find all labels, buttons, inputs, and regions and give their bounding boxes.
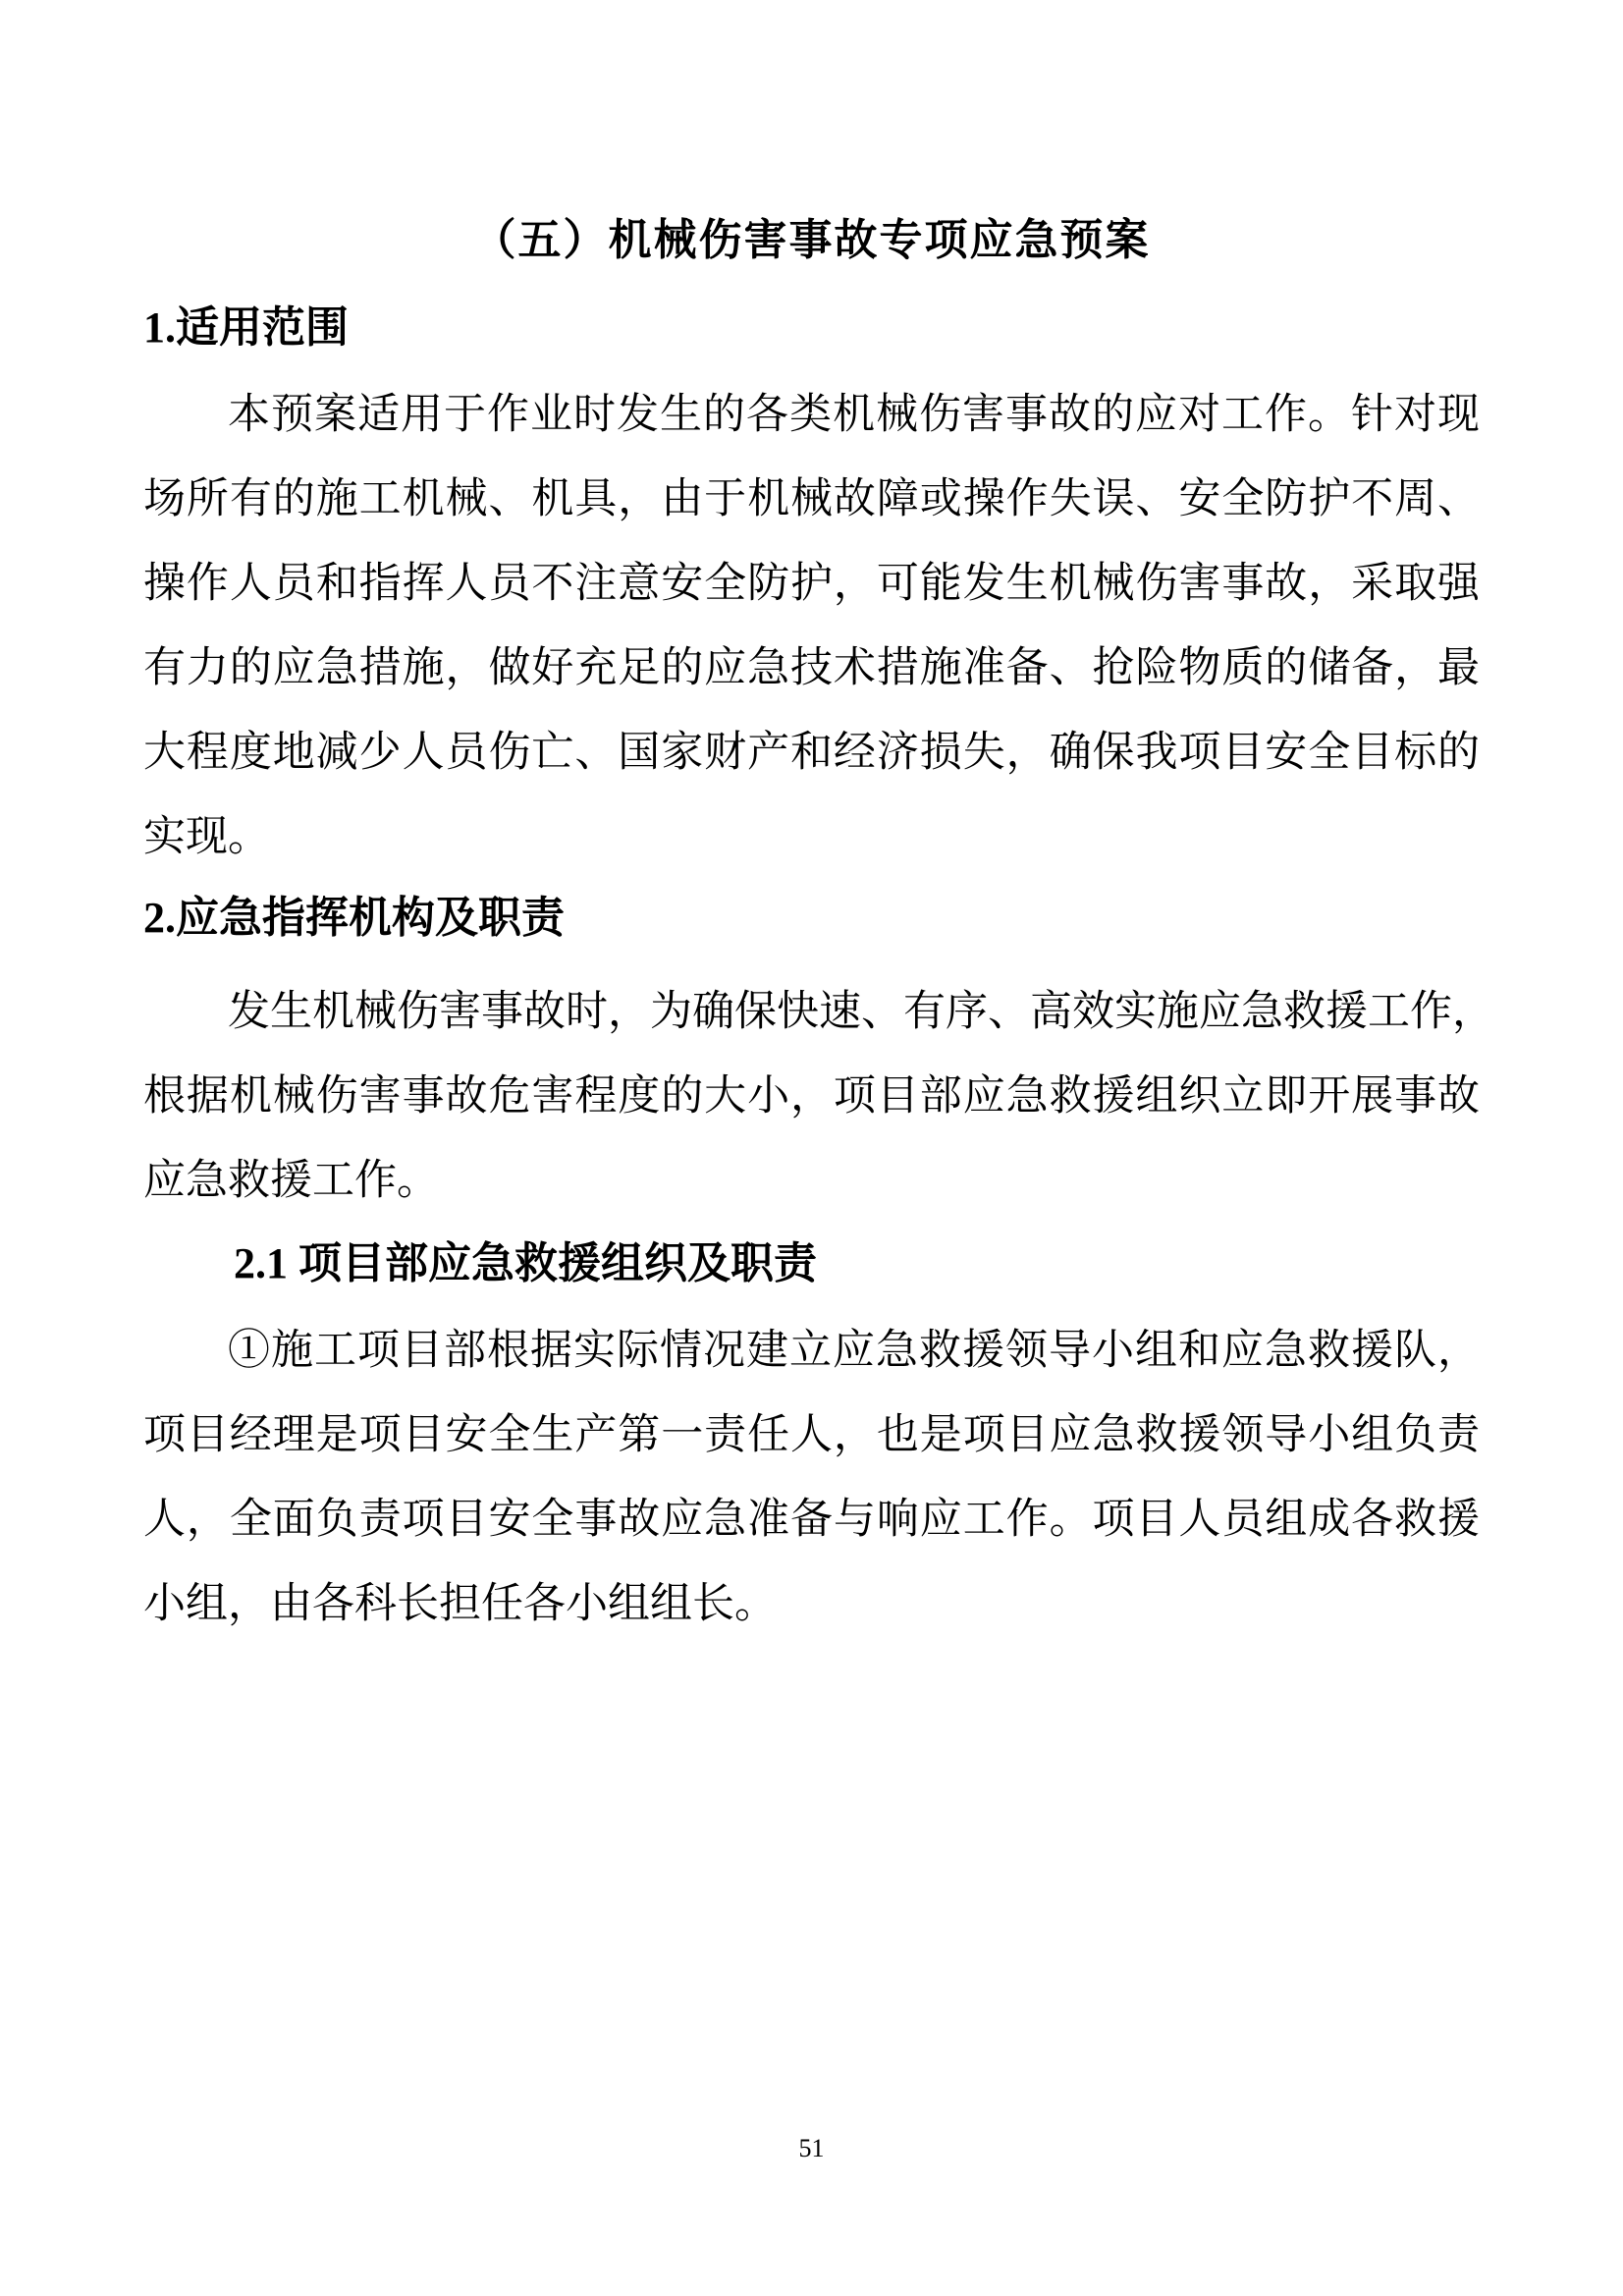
paragraph-line: 大程度地减少人员伤亡、国家财产和经济损失，确保我项目安全目标的	[143, 730, 1480, 776]
paragraph-line: 根据机械伤害事故危害程度的大小，项目部应急救援组织立即开展事故	[143, 1073, 1480, 1120]
paragraph-line: ①施工项目部根据实际情况建立应急救援领导小组和应急救援队，	[228, 1328, 1480, 1374]
section-heading-command-structure: 2.应急指挥机构及职责	[143, 894, 565, 942]
paragraph-command-structure	[143, 970, 1494, 1224]
paragraph-line: 人，全面负责项目安全事故应急准备与响应工作。项目人员组成各救援	[143, 1497, 1480, 1543]
subsection-heading-rescue-organization: 2.1 项目部应急救援组织及职责	[234, 1239, 817, 1287]
paragraph-line: 操作人员和指挥人员不注意安全防护，可能发生机械伤害事故，采取强	[143, 561, 1480, 607]
paragraph-line: 本预案适用于作业时发生的各类机械伤害事故的应对工作。针对现	[228, 392, 1480, 438]
paragraph-line: 项目经理是项目安全生产第一责任人，也是项目应急救援领导小组负责	[143, 1412, 1480, 1458]
paragraph-line: 有力的应急措施，做好充足的应急技术措施准备、抢险物质的储备，最	[143, 645, 1480, 691]
paragraph-rescue-organization	[143, 1309, 1480, 1647]
section-heading-scope: 1.适用范围	[143, 303, 349, 352]
paragraph-line: 实现。	[143, 814, 270, 860]
document-title: （五）机械伤害事故专项应急预案	[472, 216, 1151, 264]
paragraph-line: 小组，由各科长担任各小组组长。	[143, 1581, 777, 1627]
paragraph-line: 场所有的施工机械、机具，由于机械故障或操作失误、安全防护不周、	[143, 476, 1480, 522]
paragraph-scope	[143, 373, 1480, 880]
paragraph-line: 发生机械伤害事故时，为确保快速、有序、高效实施应急救援工作，	[228, 989, 1494, 1035]
page-number: 51	[798, 2134, 825, 2162]
paragraph-line: 应急救援工作。	[143, 1158, 439, 1204]
